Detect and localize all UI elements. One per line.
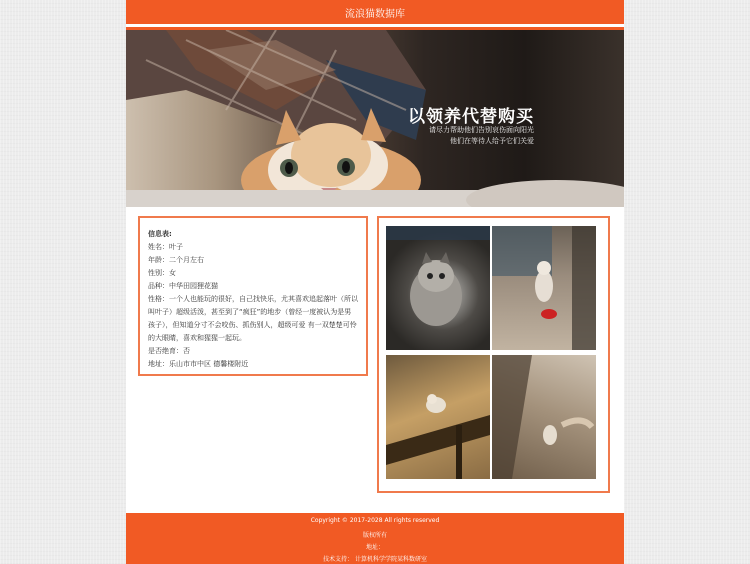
info-breed: 品种：中华田园狸花猫 <box>148 282 218 290</box>
footer-rights: 版权所有 <box>362 532 387 539</box>
footer-address: 地址： <box>365 544 384 551</box>
footer-copyright: Copyright © 2017-2028 All rights reserved <box>310 517 440 524</box>
cat-photo-4[interactable] <box>492 355 596 479</box>
page-container <box>126 0 624 564</box>
kitten-banner-image <box>126 30 624 207</box>
photo-gallery <box>377 216 610 493</box>
info-gender: 性别：女 <box>148 269 176 277</box>
site-footer <box>126 513 624 564</box>
info-age: 年龄：二个月左右 <box>148 256 204 264</box>
cat-photo-3[interactable] <box>386 355 490 479</box>
cat-photo-1[interactable] <box>386 226 490 350</box>
info-sterilized: 是否绝育：否 <box>148 347 190 355</box>
info-name: 姓名：叶子 <box>148 243 183 251</box>
footer-support: 技术支持： 计算机科学学院某科数研室 <box>323 556 427 563</box>
info-address: 地址：乐山市市中区 德馨楼附近 <box>148 360 249 368</box>
site-header <box>126 0 624 24</box>
cat-photo-2[interactable] <box>492 226 596 350</box>
info-heading: 信息表: <box>148 230 172 238</box>
banner-subtitle-line2: 他们在等待人给予它们关爱 <box>450 137 534 145</box>
banner-title: 以领养代替购买 <box>408 107 534 127</box>
banner-subtitle <box>429 125 534 147</box>
cat-info-panel <box>138 216 368 376</box>
banner-subtitle-line1: 请尽力帮助他们告别哀伤面向阳光 <box>429 126 534 134</box>
site-title[interactable]: 流浪猫数据库 <box>345 8 405 20</box>
hero-banner <box>126 30 624 207</box>
info-personality: 性格：一个人也能玩的很好，自己找快乐，尤其喜欢追起落叶（所以叫叶子）超级活泼，甚至到了“疯狂”的地步（曾经一度被认为是男孩子），但知道分寸不会咬伤、抓伤别人，超级可爱 有一双楚楚可怜的大眼睛，喜欢和猩猩一起玩。 <box>148 295 358 342</box>
